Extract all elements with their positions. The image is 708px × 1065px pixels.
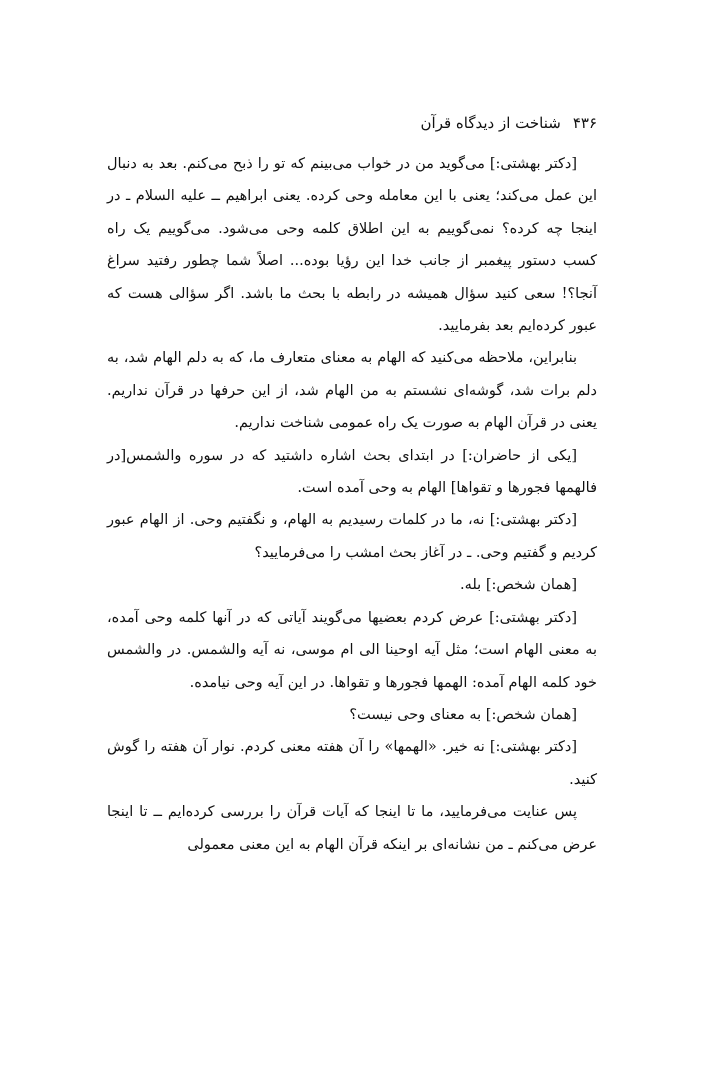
running-header bbox=[107, 112, 597, 134]
book-page bbox=[107, 112, 597, 861]
page-number: ۴۳۶ bbox=[572, 114, 597, 132]
paragraph: [دکتر بهشتی:] می‌گوید من در خواب می‌بینم که تو را ذبح می‌کنم. بعد به دنبال این عمل می‌کند؛ یعنی با این معامله وحی کرده. یعنی ابراهیم ــ علیه السلام ـ در اینجا چه کرده؟ نمی‌گوییم به این اطلاق کلمه وحی می‌شود. می‌گوییم یک راه کسب دستور پیغمبر از جانب خدا این رؤیا بوده... اصلاً شما چطور رفتید سراغ آنجا؟! سعی کنید سؤال همیشه در رابطه با بحث ما باشد. اگر سؤالی هست که عبور کرده‌ایم بعد بفرمایید. bbox=[107, 156, 597, 335]
paragraph: [دکتر بهشتی:] عرض کردم بعضیها می‌گویند آیاتی که در آنها کلمه وحی آمده، به معنی الهام است؛ مثل آیه اوحینا الی ام موسی، نه آیه والشمس. در والشمس خود کلمه الهام آمده: الهمها فجورها و تقواها. در این آیه وحی نیامده. bbox=[107, 609, 597, 691]
paragraph: [همان شخص:] بله. bbox=[459, 577, 577, 594]
paragraph: [همان شخص:] به معنای وحی نیست؟ bbox=[349, 706, 577, 723]
paragraph: [دکتر بهشتی:] نه خیر. «الهمها» را آن هفته معنی کردم. نوار آن هفته را گوش کنید. bbox=[107, 739, 597, 788]
paragraph: بنابراین، ملاحظه می‌کنید که الهام به معنای متعارف ما، که به دلم الهام شد، به دلم برات شد، گوشه‌ای نشستم به من الهام شد، از این حرفها در قرآن نداریم. یعنی در قرآن الهام به صورت یک راه عمومی شناخت نداریم. bbox=[107, 350, 597, 432]
paragraph: [یکی از حاضران:] در ابتدای بحث اشاره داشتید که در سوره والشمس[در فالهمها فجورها و تقواها] الهام به وحی آمده است. bbox=[107, 447, 597, 497]
book-title: شناخت از دیدگاه قرآن bbox=[420, 114, 561, 132]
paragraph: [دکتر بهشتی:] نه، ما در کلمات رسیدیم به الهام، و نگفتیم وحی. از الهام عبور کردیم و گفتیم وحی. ـ در آغاز بحث امشب را می‌فرمایید؟ bbox=[107, 512, 597, 561]
body-text bbox=[107, 148, 597, 861]
paragraph: پس عنایت می‌فرمایید، ما تا اینجا که آیات قرآن را بررسی کرده‌ایم ــ تا اینجا عرض می‌کنم ـ من نشانه‌ای بر اینکه قرآن الهام به این معنی معمولی bbox=[107, 804, 597, 853]
